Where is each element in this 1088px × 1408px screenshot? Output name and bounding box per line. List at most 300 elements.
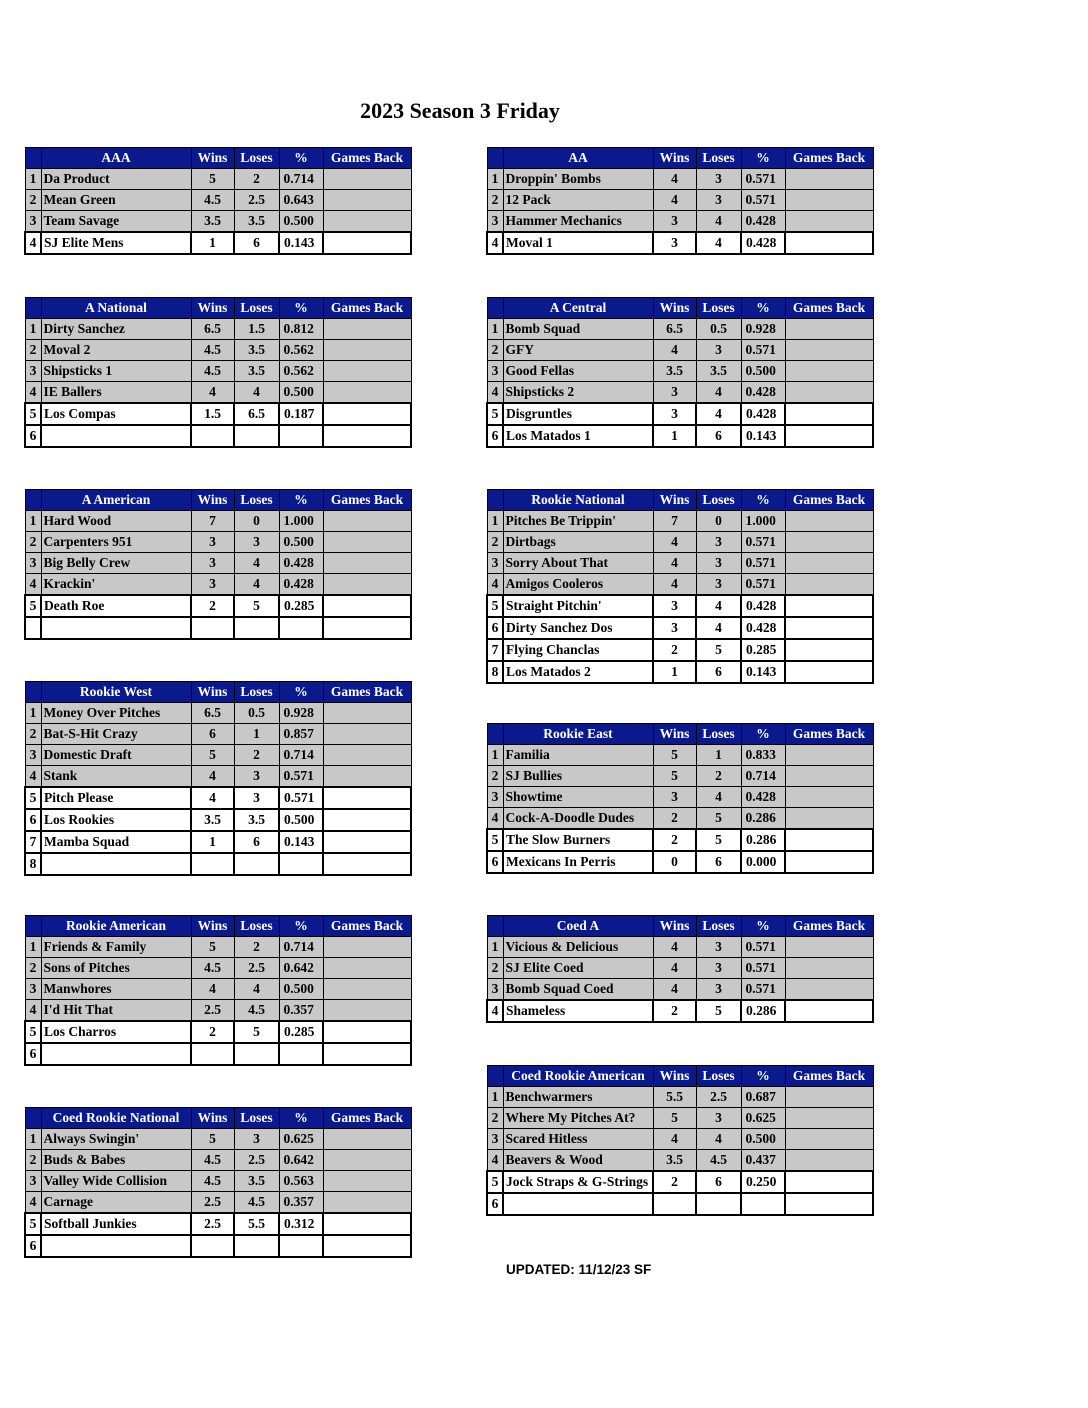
column-header: Games Back xyxy=(323,682,411,703)
loses-cell: 4 xyxy=(696,787,741,808)
wins-cell: 4 xyxy=(653,979,696,1001)
table-row xyxy=(487,595,873,617)
rank-cell: 1 xyxy=(25,319,41,340)
table-row xyxy=(25,169,411,190)
loses-cell: 6.5 xyxy=(234,403,279,425)
games-back-cell xyxy=(323,1150,411,1171)
page-title: 2023 Season 3 Friday xyxy=(360,98,560,123)
games-back-cell xyxy=(323,937,411,958)
division-name: Rookie American xyxy=(41,916,191,937)
rank-cell: 3 xyxy=(487,211,503,233)
wins-cell: 4 xyxy=(653,958,696,979)
column-header: Games Back xyxy=(323,1108,411,1129)
games-back-cell xyxy=(785,937,873,958)
rank-cell: 2 xyxy=(25,190,41,211)
rank-cell: 4 xyxy=(25,574,41,596)
pct-cell: 0.000 xyxy=(741,851,785,873)
table-row xyxy=(25,766,411,788)
team-cell: Friends & Family xyxy=(41,937,191,958)
pct-cell: 0.428 xyxy=(741,403,785,425)
games-back-cell xyxy=(785,639,873,661)
games-back-cell xyxy=(323,425,411,447)
loses-cell: 3 xyxy=(234,1129,279,1150)
loses-cell: 4 xyxy=(696,403,741,425)
wins-cell: 5 xyxy=(653,745,696,766)
rank-cell: 4 xyxy=(487,232,503,254)
team-cell: Shipsticks 1 xyxy=(41,361,191,382)
rank-cell: 6 xyxy=(25,1043,41,1065)
pct-cell: 0.357 xyxy=(279,1000,323,1022)
table-row xyxy=(487,511,873,532)
games-back-cell xyxy=(323,724,411,745)
team-cell: I'd Hit That xyxy=(41,1000,191,1022)
rank-cell: 3 xyxy=(487,361,503,382)
games-back-cell xyxy=(323,169,411,190)
standings-table-coed-rookie-american xyxy=(486,1065,874,1216)
header-rank-cell xyxy=(25,916,41,937)
games-back-cell xyxy=(323,1021,411,1043)
wins-cell: 2 xyxy=(653,1171,696,1193)
table-row xyxy=(487,425,873,447)
standings-table-a-central xyxy=(486,297,874,448)
loses-cell: 3 xyxy=(696,340,741,361)
column-header: Wins xyxy=(653,298,696,319)
team-cell: Showtime xyxy=(503,787,653,808)
table-row xyxy=(487,553,873,574)
loses-cell: 6 xyxy=(234,831,279,853)
games-back-cell xyxy=(323,958,411,979)
games-back-cell xyxy=(323,1213,411,1235)
team-cell: Dirty Sanchez xyxy=(41,319,191,340)
games-back-cell xyxy=(785,1150,873,1172)
team-cell: Da Product xyxy=(41,169,191,190)
column-header: Loses xyxy=(696,148,741,169)
team-cell: Hard Wood xyxy=(41,511,191,532)
games-back-cell xyxy=(785,553,873,574)
wins-cell: 3 xyxy=(191,553,234,574)
column-header: Loses xyxy=(234,298,279,319)
division-name: A National xyxy=(41,298,191,319)
games-back-cell xyxy=(785,745,873,766)
games-back-cell xyxy=(323,703,411,724)
team-cell: Money Over Pitches xyxy=(41,703,191,724)
rank-cell: 5 xyxy=(25,595,41,617)
loses-cell: 4 xyxy=(234,553,279,574)
column-header: Loses xyxy=(696,724,741,745)
wins-cell: 6.5 xyxy=(653,319,696,340)
wins-cell: 3 xyxy=(653,211,696,233)
table-header-row xyxy=(25,1108,411,1129)
wins-cell: 4 xyxy=(191,787,234,809)
rank-cell: 5 xyxy=(487,595,503,617)
games-back-cell xyxy=(323,766,411,788)
wins-cell: 7 xyxy=(653,511,696,532)
loses-cell: 3 xyxy=(696,574,741,596)
rank-cell: 2 xyxy=(487,766,503,787)
team-cell: SJ Bullies xyxy=(503,766,653,787)
table-row xyxy=(487,1129,873,1150)
games-back-cell xyxy=(785,979,873,1001)
wins-cell xyxy=(191,853,234,875)
pct-cell: 0.428 xyxy=(741,595,785,617)
column-header: % xyxy=(741,1066,785,1087)
loses-cell: 3 xyxy=(234,787,279,809)
rank-cell: 2 xyxy=(487,1108,503,1129)
team-cell: SJ Elite Coed xyxy=(503,958,653,979)
wins-cell: 5 xyxy=(191,937,234,958)
column-header: Wins xyxy=(191,916,234,937)
wins-cell: 1 xyxy=(191,831,234,853)
table-row xyxy=(25,958,411,979)
pct-cell: 0.714 xyxy=(279,937,323,958)
loses-cell: 4 xyxy=(696,232,741,254)
loses-cell: 2.5 xyxy=(234,1150,279,1171)
rank-cell: 5 xyxy=(25,1213,41,1235)
header-rank-cell xyxy=(487,490,503,511)
games-back-cell xyxy=(785,1000,873,1022)
table-row xyxy=(487,851,873,873)
table-row xyxy=(25,1171,411,1192)
column-header: Games Back xyxy=(785,298,873,319)
pct-cell xyxy=(279,1235,323,1257)
team-cell: Stank xyxy=(41,766,191,788)
standings-table-rookie-american xyxy=(24,915,412,1066)
loses-cell: 4 xyxy=(696,595,741,617)
rank-cell: 3 xyxy=(25,745,41,766)
team-cell xyxy=(41,617,191,639)
table-row xyxy=(487,211,873,233)
team-cell: Bomb Squad Coed xyxy=(503,979,653,1001)
pct-cell: 0.625 xyxy=(741,1108,785,1129)
column-header: Wins xyxy=(191,1108,234,1129)
rank-cell: 1 xyxy=(487,745,503,766)
header-rank-cell xyxy=(487,916,503,937)
team-cell: Benchwarmers xyxy=(503,1087,653,1108)
team-cell: Pitch Please xyxy=(41,787,191,809)
wins-cell: 2 xyxy=(191,595,234,617)
column-header: Wins xyxy=(653,148,696,169)
column-header: Loses xyxy=(234,148,279,169)
games-back-cell xyxy=(785,1193,873,1215)
team-cell: Good Fellas xyxy=(503,361,653,382)
column-header: Loses xyxy=(234,490,279,511)
rank-cell: 2 xyxy=(487,532,503,553)
standings-table-a-national xyxy=(24,297,412,448)
division-name: Rookie National xyxy=(503,490,653,511)
team-cell: Los Charros xyxy=(41,1021,191,1043)
loses-cell: 4 xyxy=(696,1129,741,1150)
column-header: Loses xyxy=(696,490,741,511)
pct-cell: 0.286 xyxy=(741,808,785,830)
loses-cell xyxy=(696,1193,741,1215)
pct-cell: 0.571 xyxy=(279,766,323,788)
wins-cell: 3 xyxy=(653,232,696,254)
wins-cell: 2.5 xyxy=(191,1192,234,1214)
table-row xyxy=(25,1213,411,1235)
wins-cell: 6.5 xyxy=(191,703,234,724)
pct-cell xyxy=(279,1043,323,1065)
pct-cell: 1.000 xyxy=(279,511,323,532)
table-row xyxy=(25,853,411,875)
rank-cell: 3 xyxy=(25,361,41,382)
table-row xyxy=(25,595,411,617)
pct-cell: 0.187 xyxy=(279,403,323,425)
loses-cell: 5 xyxy=(696,829,741,851)
division-name: A Central xyxy=(503,298,653,319)
rank-cell: 6 xyxy=(487,617,503,639)
table-header-row xyxy=(25,490,411,511)
table-row xyxy=(487,808,873,830)
table-row xyxy=(25,1150,411,1171)
header-rank-cell xyxy=(487,1066,503,1087)
team-cell: Scared Hitless xyxy=(503,1129,653,1150)
table-row xyxy=(487,829,873,851)
team-cell: Los Compas xyxy=(41,403,191,425)
wins-cell: 4.5 xyxy=(191,361,234,382)
pct-cell: 0.500 xyxy=(279,382,323,404)
standings-table-rookie-national xyxy=(486,489,874,684)
rank-cell: 5 xyxy=(25,403,41,425)
rank-cell: 6 xyxy=(25,1235,41,1257)
team-cell: Straight Pitchin' xyxy=(503,595,653,617)
column-header: Games Back xyxy=(785,490,873,511)
games-back-cell xyxy=(785,532,873,553)
table-row xyxy=(487,190,873,211)
table-row xyxy=(25,211,411,233)
updated-note: UPDATED: 11/12/23 SF xyxy=(506,1262,652,1277)
column-header: % xyxy=(741,298,785,319)
division-name: Rookie West xyxy=(41,682,191,703)
header-rank-cell xyxy=(487,298,503,319)
rank-cell xyxy=(25,617,41,639)
rank-cell: 6 xyxy=(487,1193,503,1215)
loses-cell: 1 xyxy=(234,724,279,745)
wins-cell: 6 xyxy=(191,724,234,745)
column-header: Wins xyxy=(191,298,234,319)
table-row xyxy=(487,958,873,979)
loses-cell: 3 xyxy=(696,532,741,553)
games-back-cell xyxy=(323,190,411,211)
games-back-cell xyxy=(785,340,873,361)
rank-cell: 1 xyxy=(487,511,503,532)
games-back-cell xyxy=(785,190,873,211)
standings-table-a-american xyxy=(24,489,412,640)
wins-cell: 2 xyxy=(653,829,696,851)
table-row xyxy=(25,190,411,211)
wins-cell: 5 xyxy=(653,1108,696,1129)
games-back-cell xyxy=(323,232,411,254)
team-cell: Dirty Sanchez Dos xyxy=(503,617,653,639)
rank-cell: 4 xyxy=(25,1000,41,1022)
loses-cell xyxy=(234,1043,279,1065)
standings-table-coed-rookie-national xyxy=(24,1107,412,1258)
loses-cell: 3 xyxy=(696,958,741,979)
loses-cell: 1.5 xyxy=(234,319,279,340)
rank-cell: 3 xyxy=(25,211,41,233)
pct-cell: 0.500 xyxy=(279,211,323,233)
team-cell: Sons of Pitches xyxy=(41,958,191,979)
wins-cell: 2.5 xyxy=(191,1213,234,1235)
table-header-row xyxy=(25,148,411,169)
pct-cell: 0.642 xyxy=(279,958,323,979)
rank-cell: 1 xyxy=(25,169,41,190)
pct-cell: 0.928 xyxy=(741,319,785,340)
team-cell: Mamba Squad xyxy=(41,831,191,853)
team-cell: Amigos Cooleros xyxy=(503,574,653,596)
rank-cell: 1 xyxy=(25,703,41,724)
wins-cell: 4 xyxy=(191,382,234,404)
table-row xyxy=(487,340,873,361)
loses-cell: 5 xyxy=(696,639,741,661)
games-back-cell xyxy=(785,361,873,382)
column-header: % xyxy=(741,916,785,937)
games-back-cell xyxy=(323,1171,411,1192)
column-header: Wins xyxy=(653,490,696,511)
table-row xyxy=(487,979,873,1001)
table-row xyxy=(25,511,411,532)
table-row xyxy=(25,745,411,766)
table-row xyxy=(25,703,411,724)
wins-cell: 3 xyxy=(191,574,234,596)
rank-cell: 2 xyxy=(487,958,503,979)
pct-cell: 0.833 xyxy=(741,745,785,766)
games-back-cell xyxy=(785,382,873,404)
rank-cell: 3 xyxy=(25,979,41,1000)
loses-cell: 6 xyxy=(696,425,741,447)
games-back-cell xyxy=(323,340,411,361)
column-header: Wins xyxy=(191,682,234,703)
pct-cell: 0.571 xyxy=(741,340,785,361)
standings-table-rookie-east xyxy=(486,723,874,874)
pct-cell: 0.571 xyxy=(741,937,785,958)
wins-cell: 5 xyxy=(191,1129,234,1150)
games-back-cell xyxy=(323,553,411,574)
wins-cell: 3 xyxy=(653,382,696,404)
games-back-cell xyxy=(323,511,411,532)
loses-cell: 6 xyxy=(696,1171,741,1193)
pct-cell: 0.571 xyxy=(741,979,785,1001)
team-cell: Los Rookies xyxy=(41,809,191,831)
wins-cell: 1 xyxy=(191,232,234,254)
wins-cell: 4 xyxy=(653,574,696,596)
team-cell: SJ Elite Mens xyxy=(41,232,191,254)
table-row xyxy=(25,1000,411,1022)
table-row xyxy=(25,617,411,639)
table-row xyxy=(487,319,873,340)
loses-cell: 3 xyxy=(696,979,741,1001)
pct-cell: 0.312 xyxy=(279,1213,323,1235)
team-cell: The Slow Burners xyxy=(503,829,653,851)
table-header-row xyxy=(25,298,411,319)
games-back-cell xyxy=(785,1171,873,1193)
table-row xyxy=(487,937,873,958)
wins-cell: 4 xyxy=(653,1129,696,1150)
games-back-cell xyxy=(323,319,411,340)
wins-cell xyxy=(653,1193,696,1215)
column-header: % xyxy=(741,148,785,169)
rank-cell: 3 xyxy=(25,553,41,574)
loses-cell: 0.5 xyxy=(696,319,741,340)
team-cell xyxy=(41,425,191,447)
team-cell: Droppin' Bombs xyxy=(503,169,653,190)
games-back-cell xyxy=(323,1192,411,1214)
wins-cell: 4 xyxy=(653,340,696,361)
table-row xyxy=(487,639,873,661)
column-header: % xyxy=(279,298,323,319)
games-back-cell xyxy=(323,1043,411,1065)
games-back-cell xyxy=(785,403,873,425)
team-cell: Big Belly Crew xyxy=(41,553,191,574)
wins-cell: 6.5 xyxy=(191,319,234,340)
table-row xyxy=(487,1000,873,1022)
table-row xyxy=(487,232,873,254)
wins-cell: 2 xyxy=(191,1021,234,1043)
wins-cell xyxy=(191,425,234,447)
rank-cell: 4 xyxy=(25,232,41,254)
wins-cell: 4 xyxy=(653,169,696,190)
loses-cell: 4 xyxy=(234,979,279,1000)
wins-cell: 1 xyxy=(653,425,696,447)
loses-cell: 3 xyxy=(696,1108,741,1129)
header-rank-cell xyxy=(487,148,503,169)
team-cell: Always Swingin' xyxy=(41,1129,191,1150)
column-header: Wins xyxy=(653,1066,696,1087)
pct-cell: 0.571 xyxy=(741,190,785,211)
team-cell: Mexicans In Perris xyxy=(503,851,653,873)
loses-cell: 5 xyxy=(234,595,279,617)
team-cell xyxy=(503,1193,653,1215)
games-back-cell xyxy=(323,595,411,617)
wins-cell: 4 xyxy=(653,553,696,574)
loses-cell: 6 xyxy=(696,851,741,873)
pct-cell: 0.562 xyxy=(279,340,323,361)
team-cell: GFY xyxy=(503,340,653,361)
table-row xyxy=(25,831,411,853)
rank-cell: 1 xyxy=(487,1087,503,1108)
table-row xyxy=(25,1192,411,1214)
games-back-cell xyxy=(785,958,873,979)
rank-cell: 5 xyxy=(487,1171,503,1193)
column-header: % xyxy=(279,490,323,511)
table-header-row xyxy=(487,490,873,511)
wins-cell: 4.5 xyxy=(191,1171,234,1192)
table-row xyxy=(487,1171,873,1193)
pct-cell: 0.143 xyxy=(741,661,785,683)
games-back-cell xyxy=(785,1087,873,1108)
column-header: Wins xyxy=(191,148,234,169)
games-back-cell xyxy=(785,851,873,873)
wins-cell: 7 xyxy=(191,511,234,532)
wins-cell: 3.5 xyxy=(191,211,234,233)
pct-cell: 0.143 xyxy=(279,831,323,853)
team-cell: Team Savage xyxy=(41,211,191,233)
wins-cell: 2 xyxy=(653,808,696,830)
team-cell: Moval 2 xyxy=(41,340,191,361)
games-back-cell xyxy=(323,532,411,553)
division-name: A American xyxy=(41,490,191,511)
loses-cell: 2.5 xyxy=(234,958,279,979)
rank-cell: 8 xyxy=(487,661,503,683)
games-back-cell xyxy=(323,617,411,639)
column-header: Wins xyxy=(191,490,234,511)
games-back-cell xyxy=(323,211,411,233)
rank-cell: 3 xyxy=(487,979,503,1001)
table-row xyxy=(487,745,873,766)
pct-cell: 0.437 xyxy=(741,1150,785,1172)
pct-cell: 0.571 xyxy=(741,553,785,574)
rank-cell: 1 xyxy=(487,169,503,190)
pct-cell: 0.571 xyxy=(741,574,785,596)
